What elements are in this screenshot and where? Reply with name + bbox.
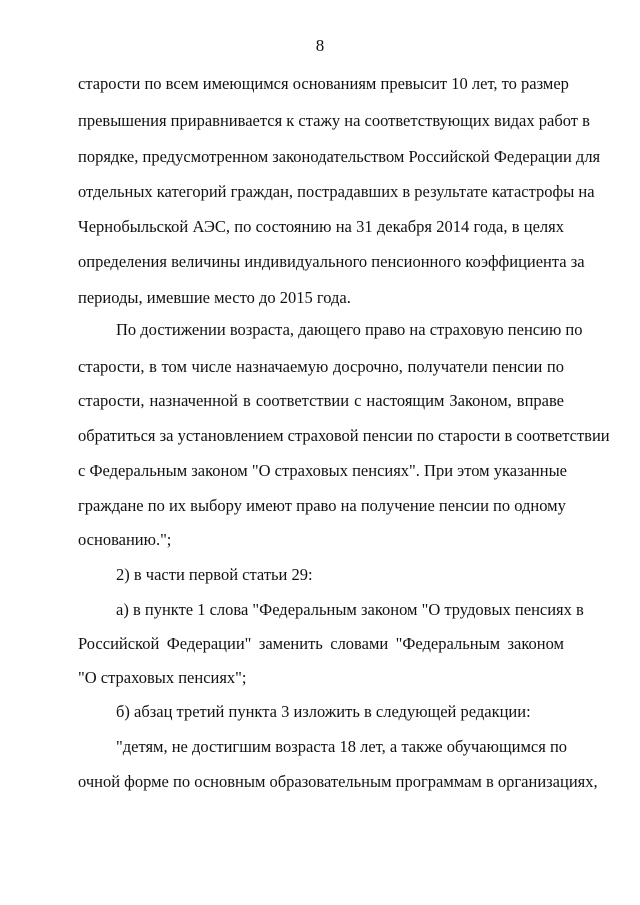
text-line: граждане по их выбору имеют право на получение пенсии по одному	[78, 496, 566, 515]
page-number: 8	[315, 36, 325, 55]
paragraph-first-line: По достижении возраста, дающего право на страховую пенсию по	[116, 320, 583, 339]
text-line: очной форме по основным образовательным программам в организациях,	[78, 772, 598, 791]
text-line: с Федеральным законом "О страховых пенсиях". При этом указанные	[78, 461, 567, 480]
text-line: превышения приравнивается к стажу на соответствующих видах работ в	[78, 111, 590, 130]
subitem-b: б) абзац третий пункта 3 изложить в следующей редакции:	[116, 702, 531, 721]
text-line: определения величины индивидуального пенсионного коэффициента за	[78, 252, 585, 271]
subitem-a-first-line: а) в пункте 1 слова "Федеральным законом "О трудовых пенсиях в	[116, 600, 584, 619]
text-line: "О страховых пенсиях";	[78, 668, 247, 687]
text-line: Российской Федерации" заменить словами "Федеральным законом	[78, 634, 564, 653]
text-line: обратиться за установлением страховой пенсии по старости в соответствии	[78, 426, 610, 445]
list-item: 2) в части первой статьи 29:	[116, 565, 313, 584]
text-line: отдельных категорий граждан, пострадавших в результате катастрофы на	[78, 182, 595, 201]
text-line: старости, в том числе назначаемую досрочно, получатели пенсии по	[78, 357, 564, 376]
text-line: порядке, предусмотренном законодательством Российской Федерации для	[78, 147, 601, 166]
text-line: старости, назначенной в соответствии с настоящим Законом, вправе	[78, 391, 564, 410]
text-line: Чернобыльской АЭС, по состоянию на 31 декабря 2014 года, в целях	[78, 217, 564, 236]
text-line: периоды, имевшие место до 2015 года.	[78, 288, 351, 307]
text-line: старости по всем имеющимся основаниям превысит 10 лет, то размер	[78, 74, 569, 93]
text-line: основанию.";	[78, 530, 172, 549]
quote-first-line: "детям, не достигшим возраста 18 лет, а также обучающимся по	[116, 737, 568, 756]
